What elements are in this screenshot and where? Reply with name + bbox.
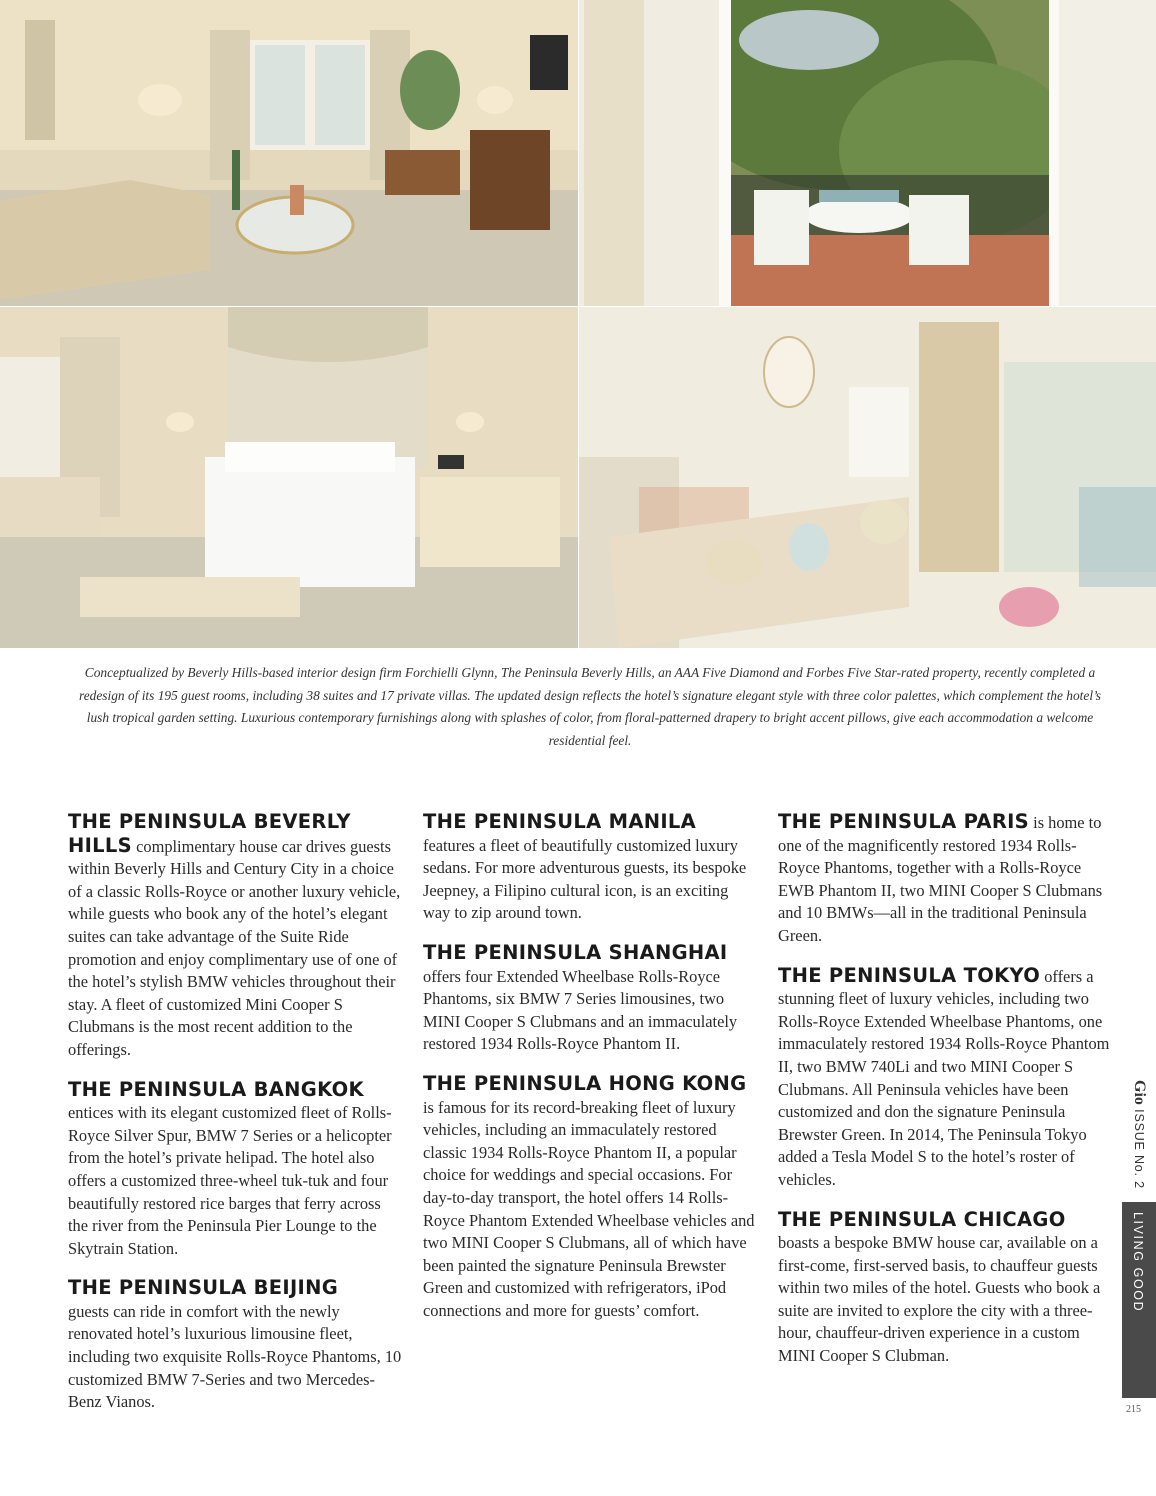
- entry-shanghai: [423, 942, 758, 1056]
- brand-name: Gio: [1131, 1080, 1148, 1105]
- photo-suite-lounge: [579, 307, 1156, 648]
- body-manila: features a fleet of beautifully customized luxury sedans. For more adventurous guests, its bespoke Jeepney, a Filipino cultural icon, is an exciting way to zip around town.: [423, 835, 747, 923]
- body-beijing: guests can ride in comfort with the newly renovated hotel’s luxurious limousine fleet, including two exquisite Rolls-Royce Phantoms, 10 customized BMW 7-Series and two Mercedes-Benz Vianos.: [68, 1301, 402, 1412]
- heading-beijing: THE PENINSULA BEIJING: [68, 1276, 338, 1300]
- heading-paris: THE PENINSULA PARIS: [778, 810, 1030, 833]
- section-sidebar: [1122, 1076, 1156, 1398]
- heading-shanghai: THE PENINSULA SHANGHAI: [423, 940, 728, 964]
- text-column-2: [423, 811, 758, 1339]
- heading-tokyo: THE PENINSULA TOKYO: [778, 963, 1041, 987]
- entry-paris: [778, 811, 1114, 948]
- entry-tokyo: [778, 965, 1114, 1192]
- entry-hong-kong: [423, 1073, 758, 1323]
- page-number: 215: [1126, 1404, 1141, 1415]
- issue-number: ISSUE No. 2: [1132, 1109, 1146, 1189]
- body-bangkok: entices with its elegant customized fleet of Rolls-Royce Silver Spur, BMW 7 Series or a helicopter from the hotel’s private helipad. The hotel also offers a customized three-wheel tuk-tuk and four beautifully restored rice barges that ferry across the river from the Peninsula Pier Lounge to the Skytrain Station.: [68, 1103, 392, 1258]
- section-tab: [1122, 1202, 1156, 1398]
- text-column-3: [778, 811, 1114, 1385]
- entry-beverly-hills: [68, 811, 403, 1062]
- photo-caption: Conceptualized by Beverly Hills-based interior design firm Forchielli Glynn, The Peninsula Beverly Hills, an AAA Five Diamond and Forbes Five Star-rated property, recently completed a redesign of its 195 guest rooms, including 38 suites and 17 private villas. The updated design reflects the hotel’s signature elegant style with three color palettes, which complement the hotel’s lush tropical garden setting. Luxurious contemporary furnishings along with splashes of color, from floral-patterned drapery to bright accent pillows, give each accommodation a welcome residential feel.: [78, 665, 1102, 748]
- body-tokyo: offers a stunning fleet of luxury vehicles, including two Rolls-Royce Extended Wheelbase Phantoms, one immaculately restored 1934 Rolls-Royce Phantom II, two BMW 740Li and two MINI Cooper S Clubmans. All Peninsula vehicles have been customized and don the signature Peninsula Brewster Green. In 2014, The Peninsula Tokyo added a Tesla Model S to the hotel’s roster of vehicles.: [778, 966, 1110, 1189]
- photo-balcony: [579, 0, 1156, 306]
- issue-label: [1122, 1076, 1156, 1194]
- text-column-1: [68, 811, 403, 1431]
- body-beverly-hills: complimentary house car drives guests within Beverly Hills and Century City in a choice of a classic Rolls-Royce or another luxury vehicle, while guests who book any of the hotel’s elegant suites can take advantage of the Suite Ride promotion and enjoy complimentary use of one of the hotel’s stylish BMW vehicles throughout their stay. A fleet of customized Mini Cooper S Clubmans is the most recent addition to the offerings.: [68, 836, 401, 1059]
- heading-chicago: THE PENINSULA CHICAGO: [778, 1207, 1066, 1231]
- heading-bangkok: THE PENINSULA BANGKOK: [68, 1077, 364, 1101]
- body-chicago: boasts a bespoke BMW house car, available on a first-come, first-served basis, to chauffeur guests within two miles of the hotel. Guests who book a suite are invited to explore the city with a three-hour, chauffeur-driven experience in a custom MINI Cooper S Clubman.: [778, 1233, 1101, 1366]
- entry-manila: [423, 811, 758, 925]
- entry-bangkok: [68, 1079, 403, 1261]
- section-name: LIVING GOOD: [1131, 1212, 1145, 1313]
- body-shanghai: offers four Extended Wheelbase Rolls-Royce Phantoms, six BMW 7 Series limousines, two MINI Cooper S Clubmans and an immaculately restored 1934 Rolls-Royce Phantom II.: [423, 966, 738, 1054]
- entry-chicago: [778, 1209, 1114, 1368]
- photo-living-room: [0, 0, 578, 306]
- heading-beverly-hills: THE PENINSULA BEVERLY HILLS: [68, 810, 351, 857]
- body-paris: is home to one of the magnificently restored 1934 Rolls-Royce Phantoms, together with a Rolls-Royce EWB Phantom II, two MINI Cooper S Clubmans and 10 BMWs—all in the traditional Peninsula Green.: [778, 813, 1103, 945]
- body-hong-kong: is famous for its record-breaking fleet of luxury vehicles, including an immaculately restored classic 1934 Rolls-Royce Phantom II, a popular choice for weddings and special occasions. For day-to-day transport, the hotel offers 14 Rolls-Royce Phantom Extended Wheelbase vehicles and two MINI Cooper S Clubmans, all of which have been painted the signature Peninsula Brewster Green and customized with refrigerators, iPod connections and more for guests’ comfort.: [423, 1097, 755, 1320]
- photo-bedroom: [0, 307, 578, 648]
- entry-beijing: [68, 1277, 403, 1414]
- heading-manila: THE PENINSULA MANILA: [423, 810, 697, 833]
- heading-hong-kong: THE PENINSULA HONG KONG: [423, 1071, 747, 1095]
